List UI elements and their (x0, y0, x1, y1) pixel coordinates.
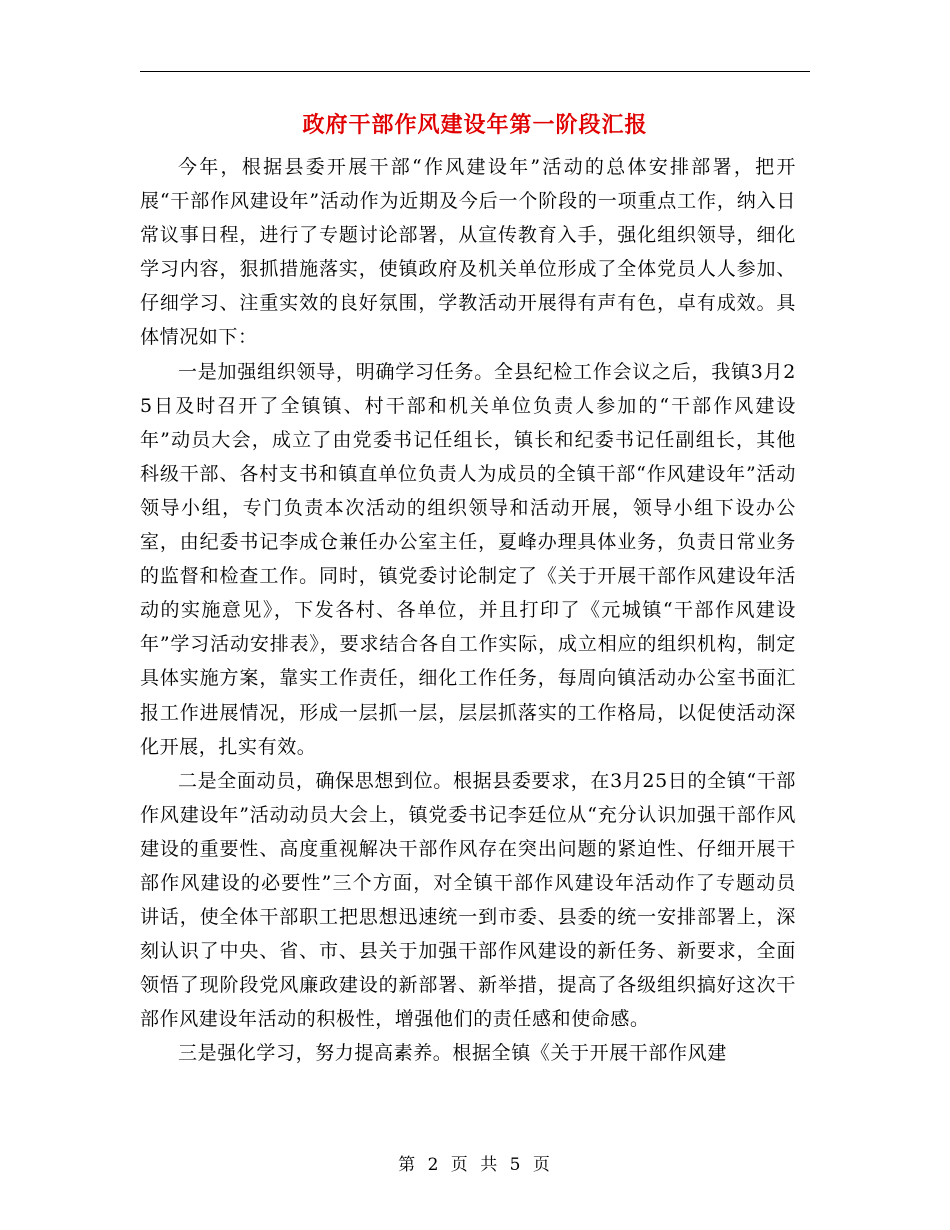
document-title: 政府干部作风建设年第一阶段汇报 (302, 112, 648, 138)
paragraph-mobilization: 二是全面动员，确保思想到位。根据县委要求，在3月25日的全镇“干部作风建设年”活动动员大会上，镇党委书记李廷位从“充分认识加强干部作风建设的重要性、高度重视解决干部作风存在突出问题的紧迫性、仔细开展干部作风建设的必要性”三个方面，对全镇干部作风建设年活动作了专题动员讲话，使全体干部职工把思想迅速统一到市委、县委的统一安排部署上，深刻认识了中央、省、市、县关于加强干部作风建设的新任务、新要求，全面领悟了现阶段党风廉政建设的新部署、新举措，提高了各级组织搞好这次干部作风建设年活动的积极性，增强他们的责任感和使命感。 (140, 769, 796, 1031)
page-number: 第 2 页 共 5 页 (398, 1155, 552, 1175)
paragraph-study: 三是强化学习，努力提高素养。根据全镇《关于开展干部作风建 (178, 1042, 727, 1065)
document-body (140, 150, 796, 1071)
paragraph-intro: 今年，根据县委开展干部“作风建设年”活动的总体安排部署，把开展“干部作风建设年”活动作为近期及今后一个阶段的一项重点工作，纳入日常议事日程，进行了专题讨论部署，从宣传教育入手，强化组织领导，细化学习内容，狠抓措施落实，使镇政府及机关单位形成了全体党员人人参加、仔细学习、注重实效的良好氛围，学教活动开展得有声有色，卓有成效。具体情况如下： (140, 156, 796, 349)
header-rule (140, 71, 810, 72)
paragraph-organization: 一是加强组织领导，明确学习任务。全县纪检工作会议之后，我镇3月25日及时召开了全镇镇、村干部和机关单位负责人参加的“干部作风建设年”动员大会，成立了由党委书记任组长，镇长和纪委书记任副组长，其他科级干部、各村支书和镇直单位负责人为成员的全镇干部“作风建设年”活动领导小组，专门负责本次活动的组织领导和活动开展，领导小组下设办公室，由纪委书记李成仓兼任办公室主任，夏峰办理具体业务，负责日常业务的监督和检查工作。同时，镇党委讨论制定了《关于开展干部作风建设年活动的实施意见》，下发各村、各单位，并且打印了《元城镇“干部作风建设年”学习活动安排表》，要求结合各自工作实际，成立相应的组织机构，制定具体实施方案，靠实工作责任，细化工作任务，每周向镇活动办公室书面汇报工作进展情况，形成一层抓一层，层层抓落实的工作格局，以促使活动深化开展，扎实有效。 (140, 360, 796, 758)
